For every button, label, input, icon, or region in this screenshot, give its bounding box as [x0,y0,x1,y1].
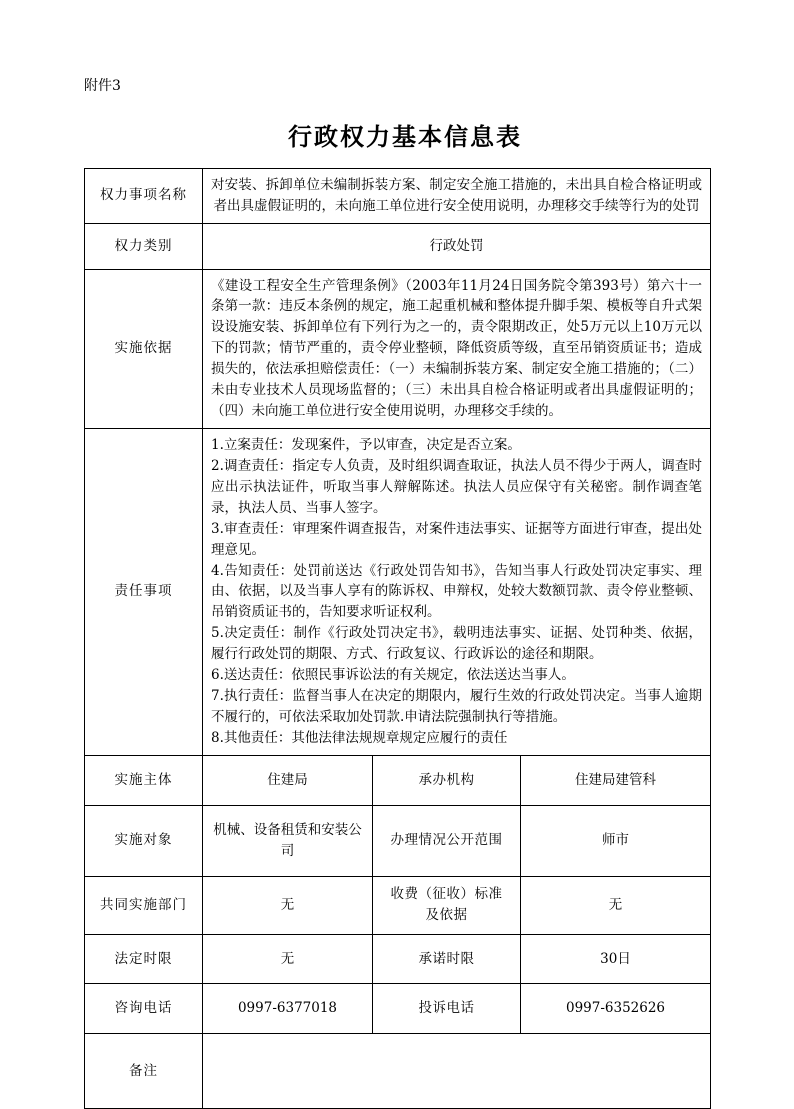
row-label-duty-items: 责任事项 [85,429,203,756]
row-label-complaint-phone: 投诉电话 [373,984,521,1034]
row-label-statutory-limit: 法定时限 [85,934,203,984]
table-row-power-type [85,223,711,269]
duty-item: 7.执行责任：监督当事人在决定的期限内，履行生效的行政处罚决定。当事人逾期不履行的，可依法采取加处罚款.申请法院强制执行等措施。 [211,688,703,725]
row-label-implementing-body: 实施主体 [85,755,203,805]
row-label-fee-standard [373,876,521,934]
row-value-joint-department: 无 [203,876,373,934]
duty-item: 2.调查责任：指定专人负责，及时组织调查取证，执法人员不得少于两人，调查时应出示执法证件，听取当事人辩解陈述。执法人员应保守有关秘密。制作调查笔录，执法人员、当事人签字。 [211,457,703,516]
duty-item: 4.告知责任：处罚前送达《行政处罚告知书》，告知当事人行政处罚决定事实、理由、依据，以及当事人享有的陈诉权、申辩权，处较大数额罚款、责令停业整顿、吊销资质证书的，告知要求听证权利。 [211,562,703,621]
row-value-handling-agency: 住建局建管科 [521,755,711,805]
table-row-joint-department [85,876,711,934]
table-row-remark [85,1034,711,1109]
table-row-implementing-body [85,755,711,805]
table-row-power-item-name [85,168,711,223]
row-value-consult-phone: 0997-6377018 [203,984,373,1034]
table-row-duty-items [85,429,711,756]
row-value-fee-standard: 无 [521,876,711,934]
row-value-power-type: 行政处罚 [203,223,711,269]
row-value-duty-items [203,429,711,756]
row-label-handling-agency: 承办机构 [373,755,521,805]
table-row-statutory-limit [85,934,711,984]
row-value-legal-basis: 《建设工程安全生产管理条例》（2003年11月24日国务院令第393号）第六十一条第一款：违反本条例的规定，施工起重机械和整体提升脚手架、模板等自升式架设设施安装、拆卸单位有下列行为之一的，责令限期改正，处5万元以上10万元以下的罚款；情节严重的，责令停业整顿，降低资质等级，直至吊销资质证书；造成损失的，依法承担赔偿责任：（一）未编制拆装方案、制定安全施工措施的；（二）未由专业技术人员现场监督的；（三）未出具自检合格证明或者出具虚假证明的；（四）未向施工单位进行安全使用说明，办理移交手续的。 [203,269,711,428]
row-value-implementing-body: 住建局 [203,755,373,805]
row-value-implementing-object: 机械、设备租赁和安装公司 [203,805,373,876]
row-label-legal-basis: 实施依据 [85,269,203,428]
row-value-disclosure-scope: 师市 [521,805,711,876]
duty-item: 8.其他责任：其他法律法规规章规定应履行的责任 [211,729,508,746]
row-label-joint-department: 共同实施部门 [85,876,203,934]
row-label-remark: 备注 [85,1034,203,1109]
row-label-power-item-name: 权力事项名称 [85,168,203,223]
attachment-label: 附件3 [84,78,121,94]
row-label-disclosure-scope: 办理情况公开范围 [373,805,521,876]
row-label-power-type: 权力类别 [85,223,203,269]
row-value-complaint-phone: 0997-6352626 [521,984,711,1034]
duty-item: 5.决定责任：制作《行政处罚决定书》，载明违法事实、证据、处罚种类、依据，履行行政处罚的期限、方式、行政复议、行政诉讼的途径和期限。 [211,625,703,663]
duty-item: 1.立案责任：发现案件，予以审查，决定是否立案。 [211,437,521,454]
duty-item: 6.送达责任：依照民事诉讼法的有关规定，依法送达当事人。 [211,667,575,684]
fee-standard-line2: 及依据 [425,907,468,924]
table-row-implementing-object [85,805,711,876]
page-title: 行政权力基本信息表 [288,121,522,151]
duty-item: 3.审查责任：审理案件调查报告，对案件违法事实、证据等方面进行审查，提出处理意见。 [211,520,703,558]
row-label-promised-limit: 承诺时限 [373,934,521,984]
row-value-remark [203,1034,711,1109]
row-label-implementing-object: 实施对象 [85,805,203,876]
row-value-power-item-name: 对安装、拆卸单位未编制拆装方案、制定安全施工措施的，未出具自检合格证明或者出具虚假证明的，未向施工单位进行安全使用说明，办理移交手续等行为的处罚 [203,168,711,223]
fee-standard-line1: 收费（征收）标准 [390,886,503,903]
table-row-consult-phone [85,984,711,1034]
row-value-promised-limit: 30日 [521,934,711,984]
row-label-consult-phone: 咨询电话 [85,984,203,1034]
table-row-legal-basis [85,269,711,428]
power-info-table [84,168,711,1109]
row-value-statutory-limit: 无 [203,934,373,984]
